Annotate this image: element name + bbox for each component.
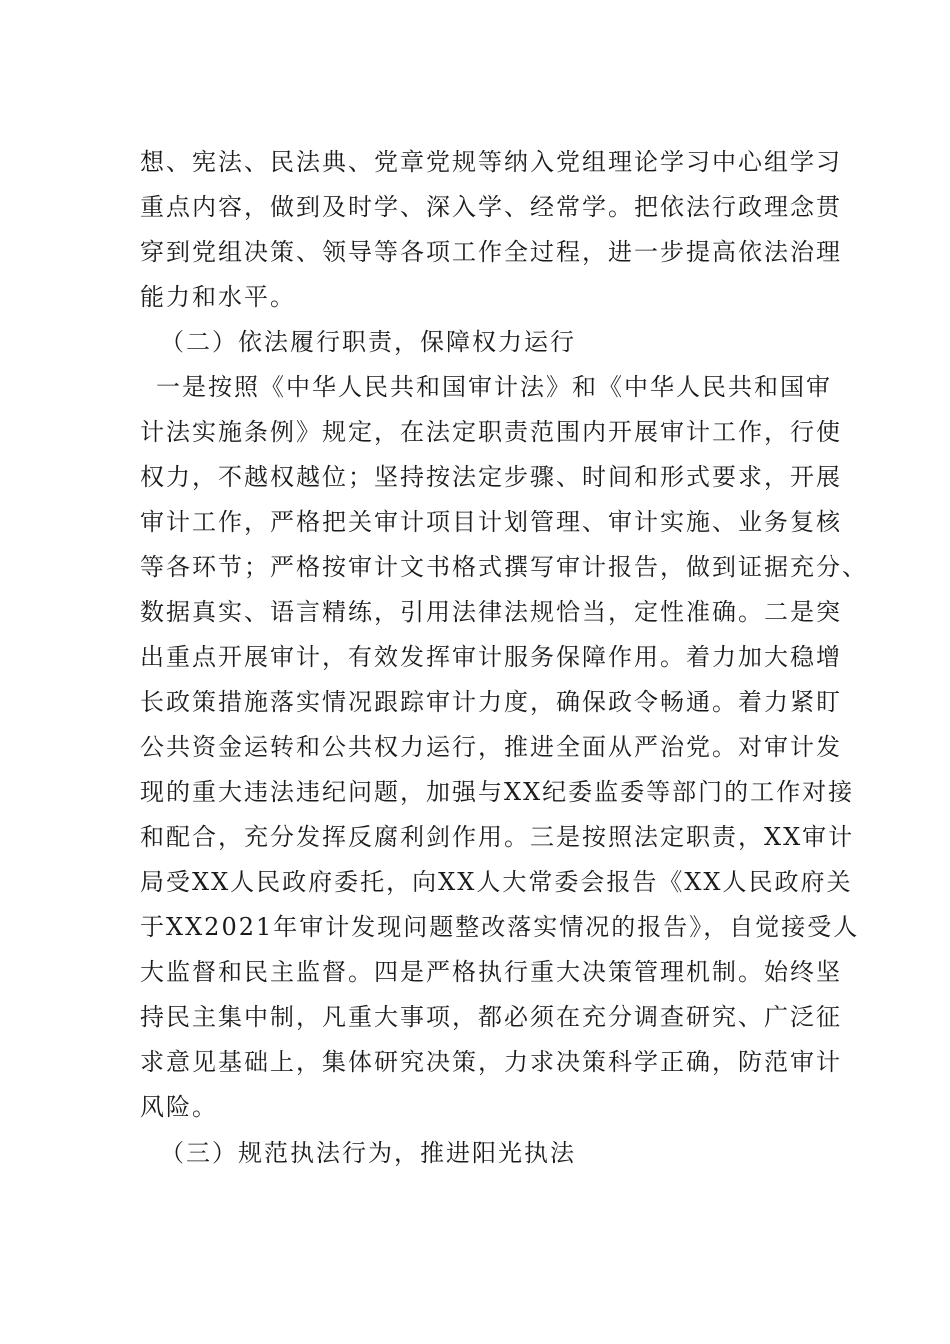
text-line: 于XX2021年审计发现问题整改落实情况的报告》，自觉接受人: [140, 913, 860, 941]
text-line: 局受XX人民政府委托，向XX人大常委会报告《XX人民政府关: [140, 868, 853, 896]
text-line: 风险。: [140, 1093, 218, 1121]
text-line: 权力，不越权越位；坚持按法定步骤、时间和形式要求，开展: [140, 463, 842, 491]
text-line: 想、宪法、民法典、党章党规等纳入党组理论学习中心组学习: [140, 148, 842, 176]
text-line: 等各环节；严格按审计文书格式撰写审计报告，做到证据充分、: [140, 553, 868, 581]
section-heading-3: （三）规范执法行为，推进阳光执法: [160, 1139, 576, 1167]
text-line: 现的重大违法违纪问题，加强与XX纪委监委等部门的工作对接: [140, 778, 855, 806]
text-line: 出重点开展审计，有效发挥审计服务保障作用。着力加大稳增: [140, 643, 842, 671]
text-line: 穿到党组决策、领导等各项工作全过程，进一步提高依法治理: [140, 238, 842, 266]
text-line: 持民主集中制，凡重大事项，都必须在充分调查研究、广泛征: [140, 1003, 842, 1031]
text-line: 重点内容，做到及时学、深入学、经常学。把依法行政理念贯: [140, 193, 842, 221]
text-line: 能力和水平。: [140, 283, 296, 311]
text-line: 数据真实、语言精练，引用法律法规恰当，定性准确。二是突: [140, 598, 842, 626]
text-line: 求意见基础上，集体研究决策，力求决策科学正确，防范审计: [140, 1048, 842, 1076]
text-line: 和配合，充分发挥反腐利剑作用。三是按照法定职责，XX审计: [140, 823, 855, 851]
text-line: 审计工作，严格把关审计项目计划管理、审计实施、业务复核: [140, 508, 842, 536]
section-heading-2: （二）依法履行职责，保障权力运行: [160, 328, 576, 356]
text-line: 大监督和民主监督。四是严格执行重大决策管理机制。始终坚: [140, 958, 842, 986]
text-line: 一是按照《中华人民共和国审计法》和《中华人民共和国审: [156, 373, 832, 401]
text-line: 长政策措施落实情况跟踪审计力度，确保政令畅通。着力紧盯: [140, 688, 842, 716]
text-line: 公共资金运转和公共权力运行，推进全面从严治党。对审计发: [140, 733, 842, 761]
text-line: 计法实施条例》规定，在法定职责范围内开展审计工作，行使: [140, 418, 842, 446]
